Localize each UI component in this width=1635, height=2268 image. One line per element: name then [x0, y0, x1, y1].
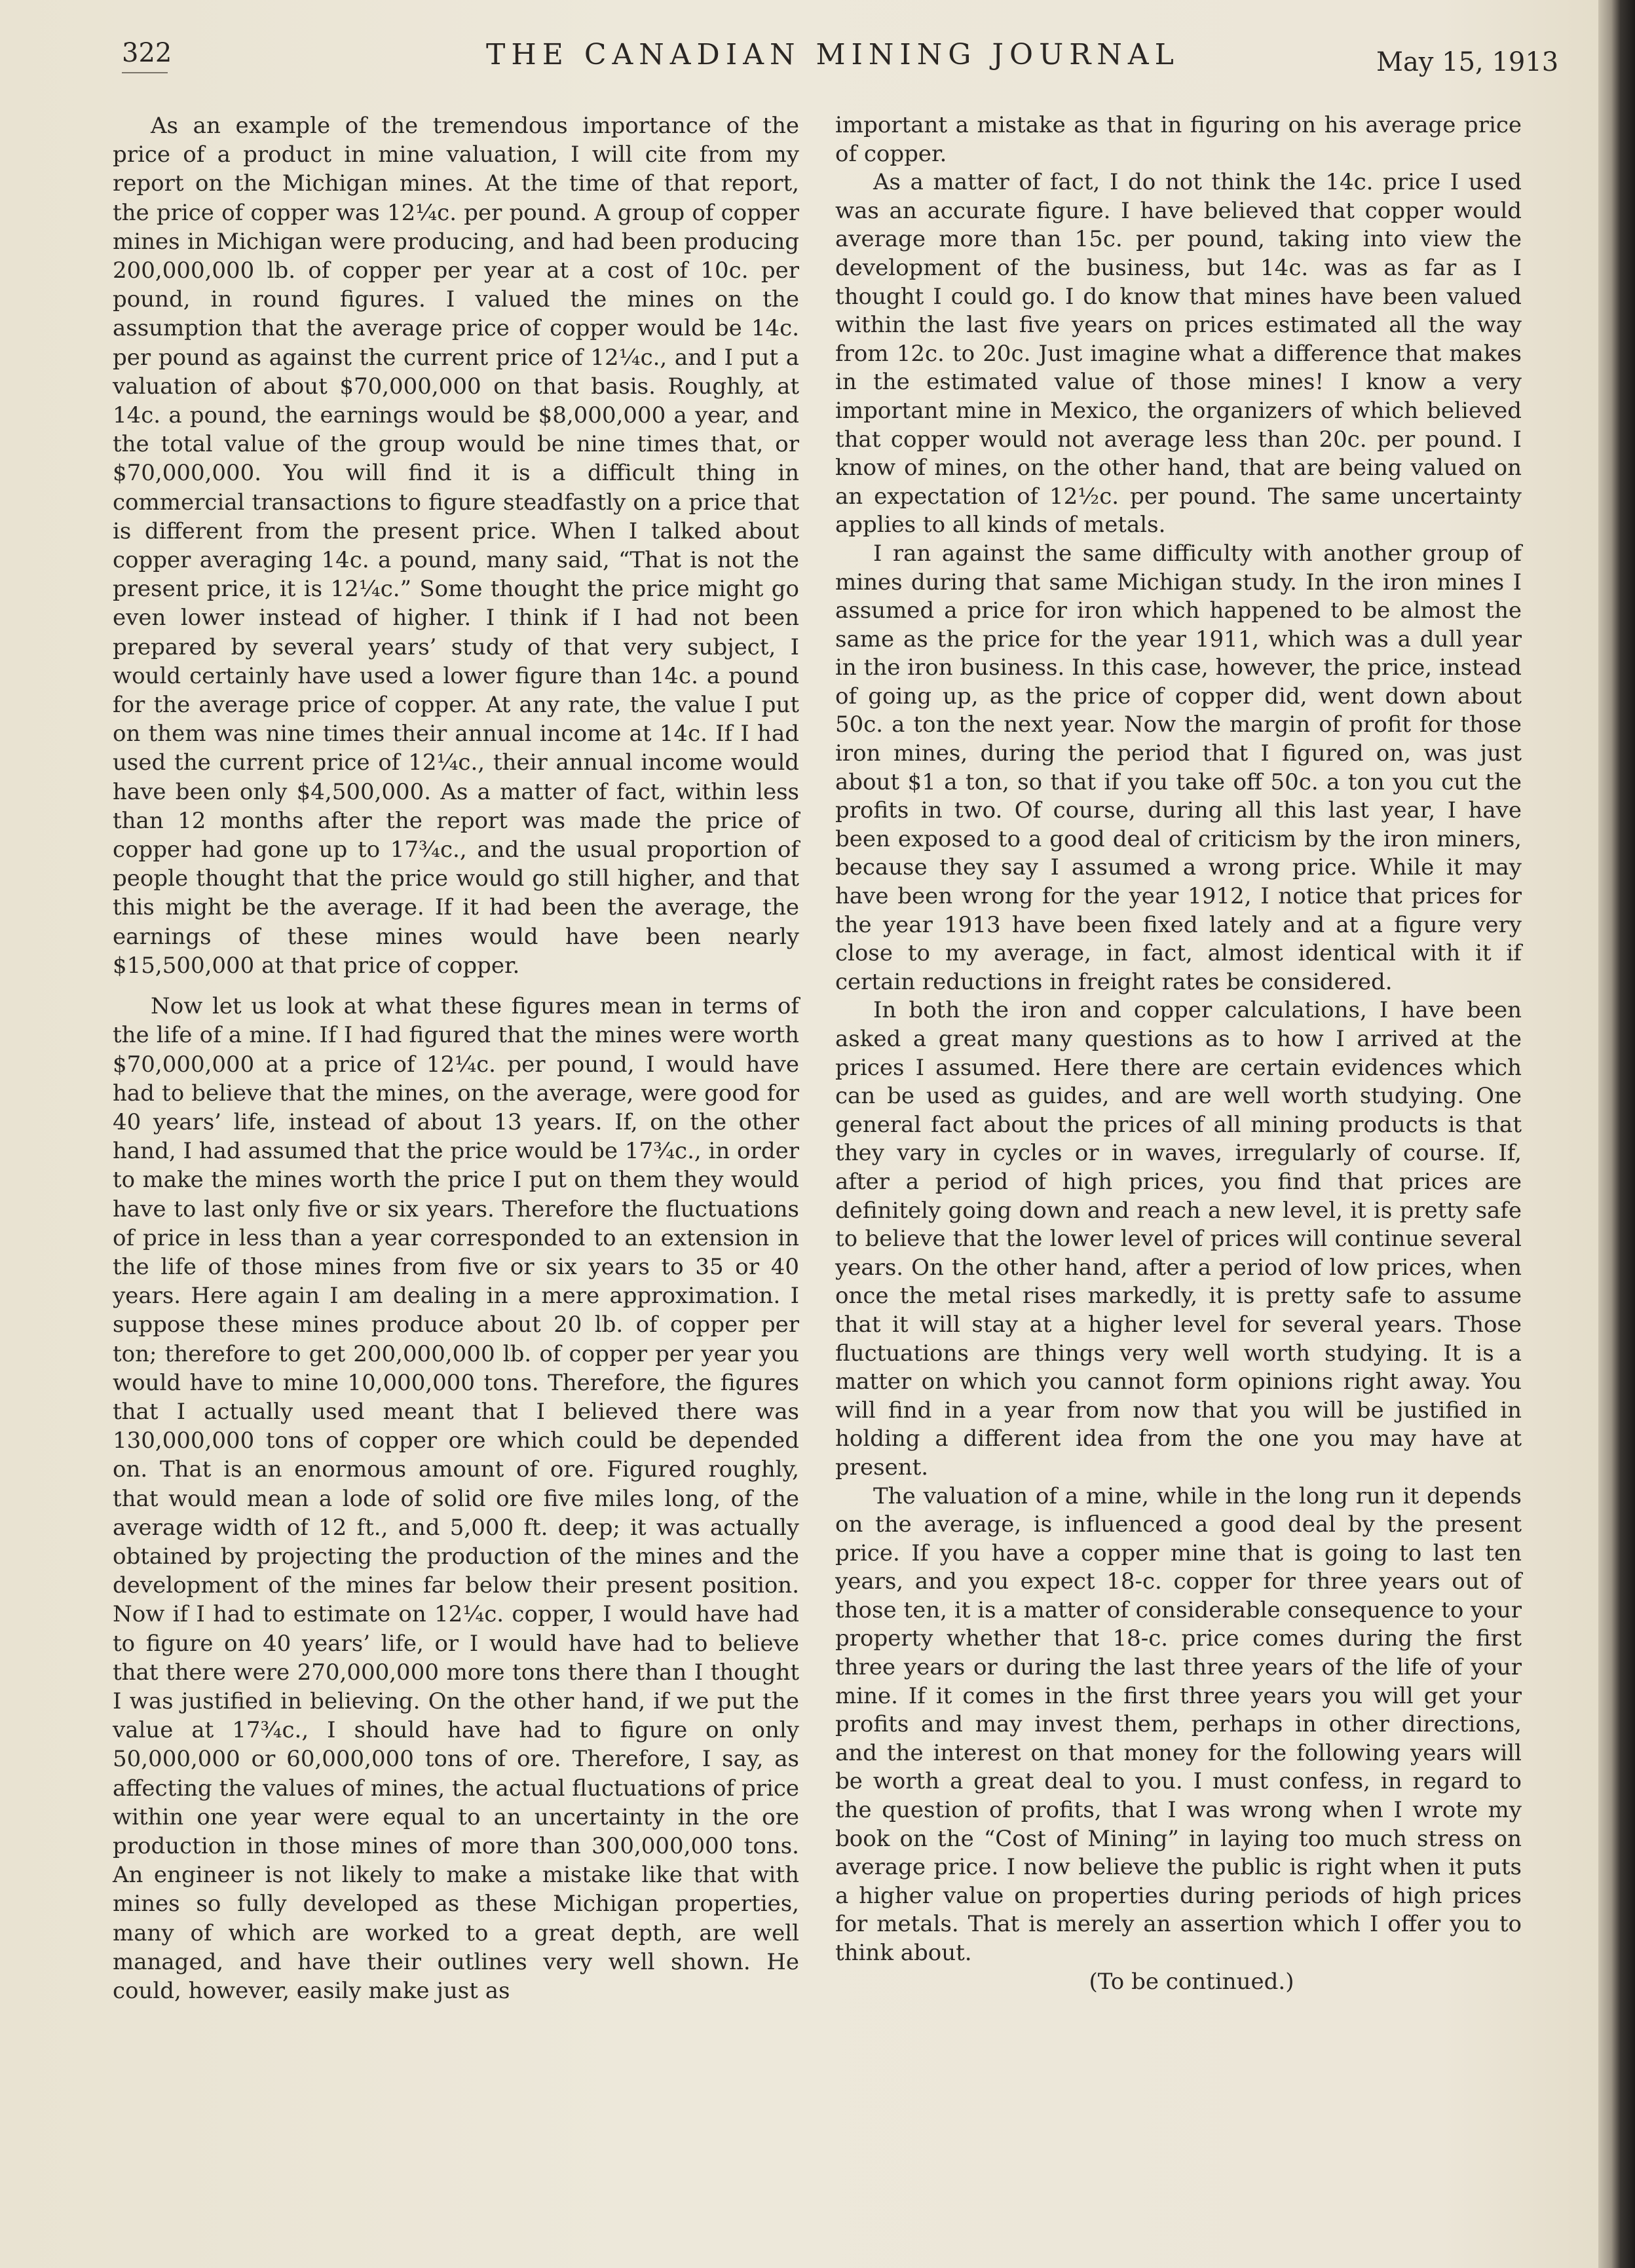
- left-paragraph-2: Now let us look at what these figures mean in terms of the life of a mine. If I had figured that the mines were worth $70,000,000 at a price of 12¼c. per pound, I would have had to believe that the mines, on the average, were good for 40 years’ life, instead of about 13 years. If, on the other hand, I had assumed that the price would be 17¾c., in order to make the mines worth the price I put on them they would have to last only five or six years. Therefore the fluctuations of price in less than a year corresponded to an extension in the life of those mines from five or six years to 35 or 40 years. Here again I am dealing in a mere approximation. I suppose these mines produce about 20 lb. of copper per ton; therefore to get 200,000,000 lb. of copper per year you would have to mine 10,000,000 tons. Therefore, the figures that I actually used meant that I believed there was 130,000,000 tons of copper ore which could be depended on. That is an enormous amount of ore. Figured roughly, that would mean a lode of solid ore five miles long, of the average width of 12 ft., and 5,000 ft. deep; it was actually obtained by projecting the production of the mines and the development of the mines far below their present position. Now if I had to estimate on 12¼c. copper, I would have had to figure on 40 years’ life, or I would have had to believe that there were 270,000,000 more tons there than I thought I was justified in believing. On the other hand, if we put the value at 17¾c., I should have had to figure on only 50,000,000 or 60,000,000 tons of ore. Therefore, I say, as affecting the values of mines, the actual fluctuations of price within one year were equal to an uncertainty in the ore production in those mines of more than 300,000,000 tons. An engineer is not likely to make a mistake like that with mines so fully developed as these Michigan properties, many of which are worked to a great depth, are well managed, and have their outlines very well shown. He could, however, easily make just as: [113, 993, 799, 2004]
- right-paragraph-1: important a mistake as that in figuring on his average price of copper.: [835, 112, 1522, 167]
- left-paragraph-1: As an example of the tremendous importance of the price of a product in mine valuation, I will cite from my report on the Michigan mines. At the time of that report, the price of copper was 12¼c. per pound. A group of copper mines in Michigan were producing, and had been producing 200,000,000 lb. of copper per year at a cost of 10c. per pound, in round figures. I valued the mines on the assumption that the average price of copper would be 14c. per pound as against the current price of 12¼c., and I put a valuation of about $70,000,000 on that basis. Roughly, at 14c. a pound, the earnings would be $8,000,000 a year, and the total value of the group would be nine times that, or $70,000,000. You will find it is a difficult thing in commercial transactions to figure steadfastly on a price that is different from the present price. When I talked about copper averaging 14c. a pound, many said, “That is not the present price, it is 12¼c.” Some thought the price might go even lower instead of higher. I think if I had not been prepared by several years’ study of that very subject, I would certainly have used a lower figure than 14c. a pound for the average price of copper. At any rate, the value I put on them was nine times their annual income at 14c. If I had used the current price of 12¼c., their annual income would have been only $4,500,000. As a matter of fact, within less than 12 months after the report was made the price of copper had gone up to 17¾c., and the usual proportion of people thought that the price would go still higher, and that this might be the average. If it had been the average, the earnings of these mines would have been nearly $15,500,000 at that price of copper.: [113, 113, 799, 979]
- right-paragraph-3: I ran against the same difficulty with another group of mines during that same Michigan study. In the iron mines I assumed a price for iron which happened to be almost the same as the price for the year 1911, which was a dull year in the iron business. In this case, however, the price, instead of going up, as the price of copper did, went down about 50c. a ton the next year. Now the margin of profit for those iron mines, during the period that I figured on, was just about $1 a ton, so that if you take off 50c. a ton you cut the profits in two. Of course, during all this last year, I have been exposed to a good deal of criticism by the iron miners, because they say I assumed a wrong price. While it may have been wrong for the year 1912, I notice that prices for the year 1913 have been fixed lately and at a figure very close to my average, in fact, almost identical with it if certain reductions in freight rates be considered.: [835, 540, 1522, 995]
- issue-date: May 15, 1913: [1376, 47, 1559, 77]
- right-paragraph-5: The valuation of a mine, while in the long run it depends on the average, is influenced a good deal by the present price. If you have a copper mine that is going to last ten years, and you expect 18-c. copper for three years out of those ten, it is a matter of considerable consequence to your property whether that 18-c. price comes during the first three years or during the last three years of the life of your mine. If it comes in the first three years you will get your profits and may invest them, perhaps in other directions, and the interest on that money for the following years will be worth a great deal to you. I must confess, in regard to the question of profits, that I was wrong when I wrote my book on the “Cost of Mining” in laying too much stress on average price. I now believe the public is right when it puts a higher value on properties during periods of high prices for metals. That is merely an assertion which I offer you to think about.: [835, 1483, 1522, 1966]
- journal-title: THE CANADIAN MINING JOURNAL: [486, 38, 1180, 71]
- book-binding-edge: [1598, 0, 1635, 2268]
- page-number-underline: [122, 72, 168, 73]
- page-header: [0, 38, 1598, 84]
- page-number: 322: [122, 38, 172, 68]
- right-paragraph-4: In both the iron and copper calculations, I have been asked a great many questions as to how I arrived at the prices I assumed. Here there are certain evidences which can be used as guides, and are well worth studying. One general fact about the prices of all mining products is that they vary in cycles or in waves, irregularly of course. If, after a period of high prices, you find that prices are definitely going down and reach a new level, it is pretty safe to believe that the lower level of prices will continue several years. On the other hand, after a period of low prices, when once the metal rises markedly, it is pretty safe to assume that it will stay at a higher level for several years. Those fluctuations are things very well worth studying. It is a matter on which you cannot form opinions right away. You will find in a year from now that you will be justified in holding a different idea from the one you may have at present.: [835, 997, 1522, 1481]
- right-column: [835, 111, 1522, 1996]
- left-column: [113, 111, 799, 2005]
- right-paragraph-2: As a matter of fact, I do not think the 14c. price I used was an accurate figure. I have believed that copper would average more than 15c. per pound, taking into view the development of the business, but 14c. was as far as I thought I could go. I do know that mines have been valued within the last five years on prices estimated all the way from 12c. to 20c. Just imagine what a difference that makes in the estimated value of those mines! I know a very important mine in Mexico, the organizers of which believed that copper would not average less than 20c. per pound. I know of mines, on the other hand, that are being valued on an expectation of 12½c. per pound. The same uncertainty applies to all kinds of metals.: [835, 169, 1522, 539]
- continued-note: (To be continued.): [1089, 1968, 1294, 1995]
